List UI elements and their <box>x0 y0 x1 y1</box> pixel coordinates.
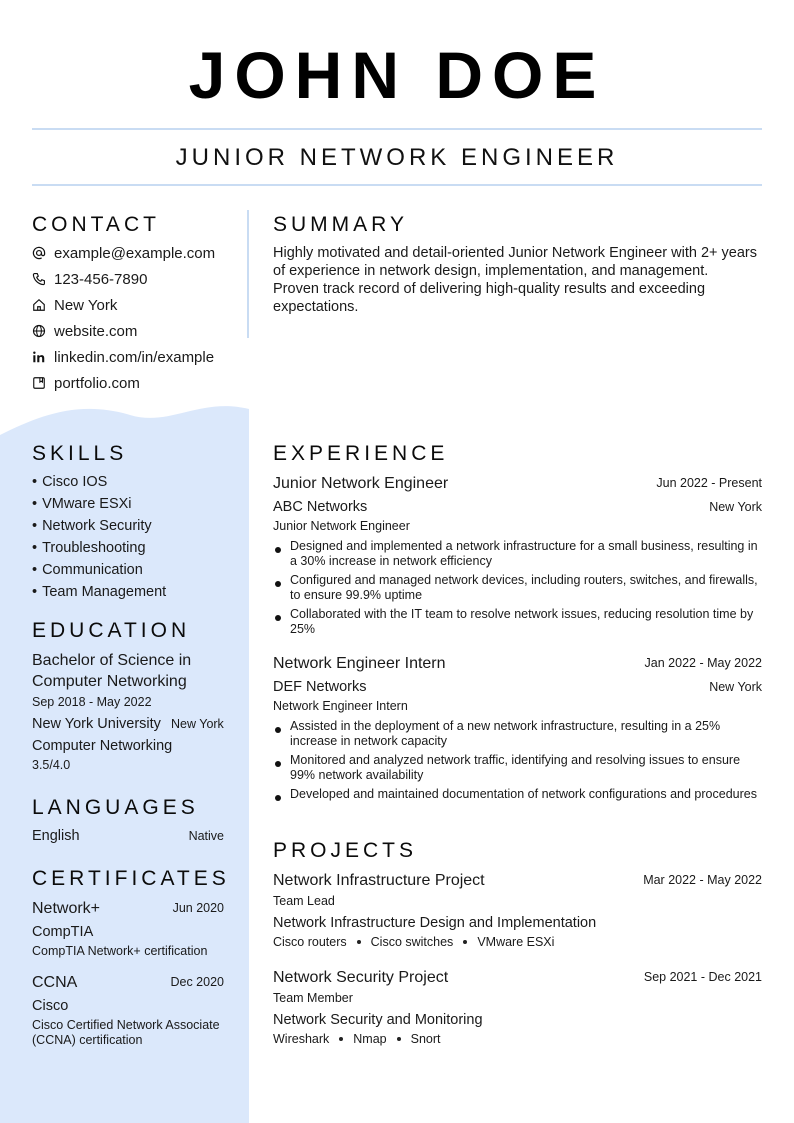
certificate-date: Jun 2020 <box>172 901 224 915</box>
contact-linkedin[interactable] <box>32 347 214 367</box>
job-bullet: Configured and managed network devices, including routers, switches, and firewalls, to ensure 99.9% uptime <box>290 573 758 602</box>
project-tool: Wireshark <box>273 1032 330 1046</box>
education-field: Computer Networking <box>32 738 173 754</box>
summary-text: Highly motivated and detail-oriented Junior Network Engineer with 2+ years of experience in network design, implementation, and management. Proven track record of delivering high-quality results and exceeding expectations. <box>273 245 757 315</box>
linkedin-icon <box>32 350 46 364</box>
tool-separator <box>397 1037 401 1041</box>
job-bullet: Assisted in the deployment of a new network infrastructure, resulting in a 25% increase in network capacity <box>290 719 721 748</box>
project-tool: VMware ESXi <box>477 935 555 949</box>
languages-heading: LANGUAGES <box>32 796 199 819</box>
bullet-dot <box>275 615 281 621</box>
contact-email[interactable] <box>32 243 215 263</box>
project-tools <box>273 935 554 950</box>
project-tool: Cisco routers <box>273 935 347 949</box>
projects-heading: PROJECTS <box>273 839 418 862</box>
contact-phone[interactable] <box>32 269 147 289</box>
certificate-issuer: CompTIA <box>32 924 94 940</box>
home-icon <box>32 298 46 312</box>
tool-separator <box>463 940 467 944</box>
certificate-name: CCNA <box>32 974 78 991</box>
at-icon <box>32 246 46 260</box>
skills-heading: SKILLS <box>32 442 128 465</box>
tool-separator <box>357 940 361 944</box>
language-name: English <box>32 828 80 844</box>
bullet-dot <box>275 727 281 733</box>
certificate-description: Cisco Certified Network Associate (CCNA) certification <box>32 1018 220 1047</box>
contact-website-text: website.com <box>54 322 138 340</box>
bullet-dot <box>275 547 281 553</box>
bullet-dot <box>275 795 281 801</box>
project-subtitle: Network Infrastructure Design and Implementation <box>273 915 597 931</box>
job-bullet: Developed and maintained documentation of network configurations and procedures <box>290 787 757 801</box>
phone-icon <box>32 272 46 286</box>
job-location: New York <box>709 680 762 694</box>
job-company: DEF Networks <box>273 679 367 695</box>
contact-email-text: example@example.com <box>54 244 216 262</box>
education-dates: Sep 2018 - May 2022 <box>32 695 152 709</box>
contact-phone-text: 123-456-7890 <box>54 270 148 288</box>
contact-portfolio[interactable] <box>32 373 140 393</box>
project-tools <box>273 1032 441 1047</box>
project-tool: Cisco switches <box>370 935 454 949</box>
project-role: Team Member <box>273 991 353 1005</box>
education-school: New York University <box>32 716 161 732</box>
certificates-heading: CERTIFICATES <box>32 867 230 890</box>
certificate-issuer: Cisco <box>32 998 69 1014</box>
project-dates: Sep 2021 - Dec 2021 <box>643 970 762 984</box>
skill-item: • Network Security <box>32 517 152 535</box>
tool-separator <box>339 1037 343 1041</box>
education-heading: EDUCATION <box>32 619 191 642</box>
job-company: ABC Networks <box>273 499 368 515</box>
job-bullet: Designed and implemented a network infrastructure for a small business, resulting in a 30% increase in network efficiency <box>290 539 758 568</box>
job-role: Junior Network Engineer <box>273 519 410 533</box>
project-name: Network Security Project <box>273 969 449 986</box>
certificate-name: Network+ <box>32 900 101 917</box>
project-subtitle: Network Security and Monitoring <box>273 1012 483 1028</box>
certificate-date: Dec 2020 <box>170 975 224 989</box>
contact-location-text: New York <box>54 296 118 314</box>
education-gpa: 3.5/4.0 <box>32 758 71 772</box>
experience-heading: EXPERIENCE <box>273 442 449 465</box>
bullet-dot <box>275 761 281 767</box>
job-title: JUNIOR NETWORK ENGINEER <box>175 144 619 171</box>
contact-linkedin-text: linkedin.com/in/example <box>54 348 215 366</box>
job-title: Network Engineer Intern <box>273 655 446 672</box>
contact-location <box>32 295 117 315</box>
skill-item: • Troubleshooting <box>32 539 146 557</box>
job-dates: Jun 2022 - Present <box>656 476 762 490</box>
education-degree: Bachelor of Science in Computer Networking <box>32 652 192 690</box>
certificate-description: CompTIA Network+ certification <box>32 944 208 958</box>
skill-item: • VMware ESXi <box>32 495 132 513</box>
globe-icon <box>32 324 46 338</box>
contact-portfolio-text: portfolio.com <box>54 374 140 392</box>
portfolio-icon <box>32 376 46 390</box>
job-dates: Jan 2022 - May 2022 <box>644 656 762 670</box>
project-tool: Nmap <box>353 1032 387 1046</box>
project-dates: Mar 2022 - May 2022 <box>643 873 762 887</box>
job-bullet: Monitored and analyzed network traffic, identifying and resolving issues to ensure 99% network availability <box>290 753 741 782</box>
job-bullet: Collaborated with the IT team to resolve network issues, reducing resolution time by 25% <box>290 607 754 636</box>
education-location: New York <box>171 717 224 731</box>
header-divider-bottom <box>32 184 762 186</box>
candidate-name: JOHN DOE <box>188 38 606 112</box>
job-title: Junior Network Engineer <box>273 475 449 492</box>
bullet-dot <box>275 581 281 587</box>
contact-heading: CONTACT <box>32 213 160 236</box>
language-level: Native <box>188 829 224 843</box>
project-name: Network Infrastructure Project <box>273 872 485 889</box>
project-role: Team Lead <box>273 894 335 908</box>
skill-item: • Team Management <box>32 583 166 601</box>
contact-website[interactable] <box>32 321 137 341</box>
column-divider <box>247 210 249 338</box>
header-divider-top <box>32 128 762 130</box>
skill-item: • Cisco IOS <box>32 473 107 491</box>
project-tool: Snort <box>410 1032 441 1046</box>
job-role: Network Engineer Intern <box>273 699 408 713</box>
job-location: New York <box>709 500 762 514</box>
skill-item: • Communication <box>32 561 143 579</box>
summary-heading: SUMMARY <box>273 213 408 236</box>
